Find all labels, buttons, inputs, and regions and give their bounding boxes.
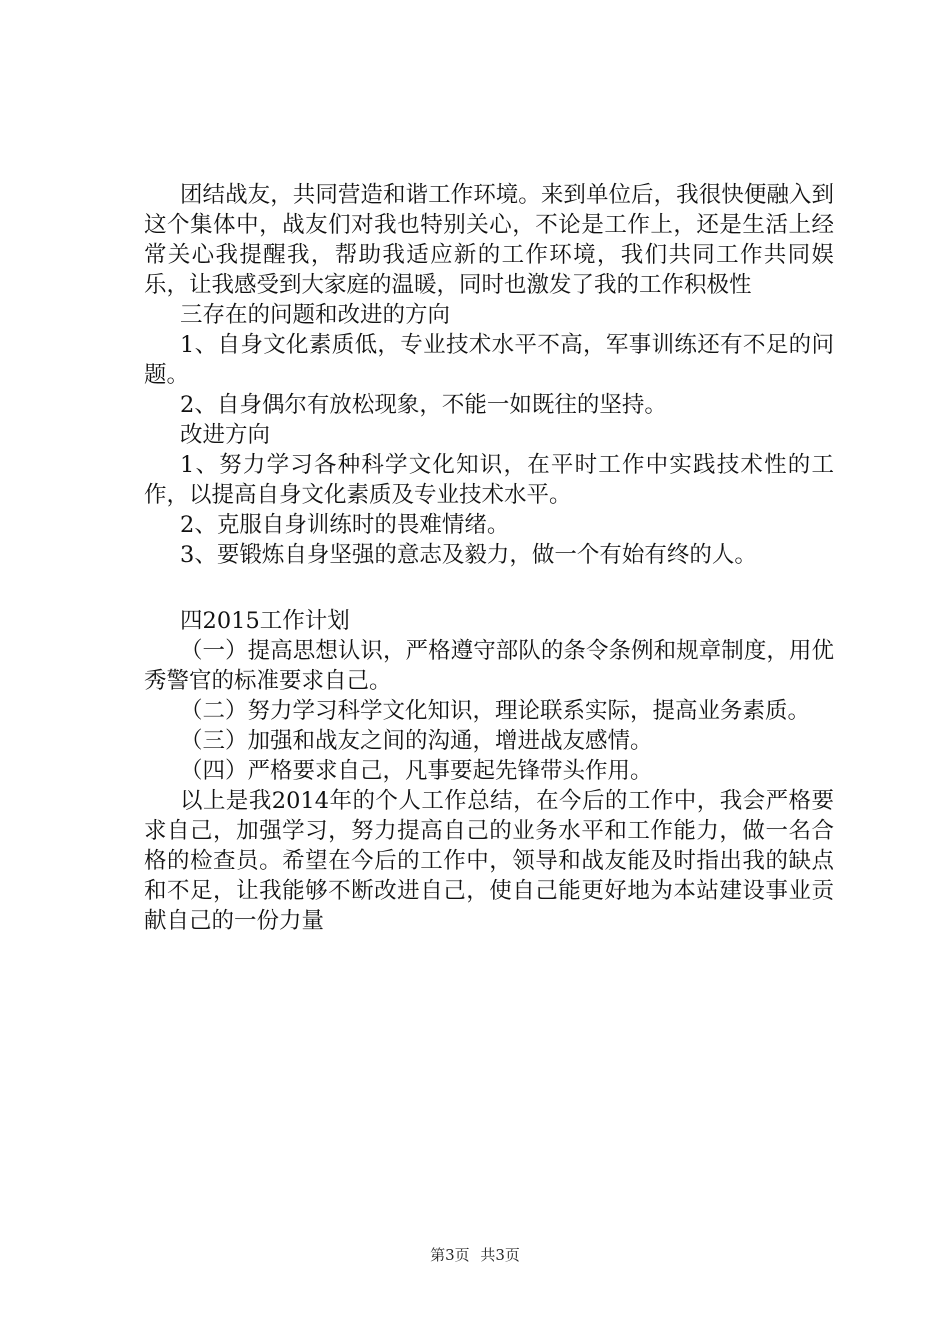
- paragraph-conclusion: 以上是我2014年的个人工作总结，在今后的工作中，我会严格要求自己，加强学习，努力提高自己的业务水平和工作能力，做一名合格的检查员。希望在今后的工作中，领导和战友能及时指出我的缺点和不足，让我能够不断改进自己，使自己能更好地为本站建设事业贡献自己的一份力量: [144, 788, 834, 934]
- plan-item-4: （四）严格要求自己，凡事要起先锋带头作用。: [180, 758, 653, 784]
- plan-item-3: （三）加强和战友之间的沟通，增进战友感情。: [180, 728, 653, 754]
- improvement-item-3: 3、要锻炼自身坚强的意志及毅力，做一个有始有终的人。: [180, 542, 757, 568]
- heading-work-plan: 四2015工作计划: [180, 608, 350, 634]
- document-body: [144, 180, 834, 936]
- problem-item-1: 1、自身文化素质低，专业技术水平不高，军事训练还有不足的问题。: [144, 332, 834, 388]
- page-total: 共3页: [480, 1246, 520, 1264]
- improvement-item-1: 1、努力学习各种科学文化知识，在平时工作中实践技术性的工作，以提高自身文化素质及专业技术水平。: [144, 452, 834, 508]
- plan-item-2: （二）努力学习科学文化知识，理论联系实际，提高业务素质。: [180, 698, 811, 724]
- paragraph-unity: 团结战友，共同营造和谐工作环境。来到单位后，我很快便融入到这个集体中，战友们对我也特别关心，不论是工作上，还是生活上经常关心我提醒我，帮助我适应新的工作环境，我们共同工作共同娱乐，让我感受到大家庭的温暖，同时也激发了我的工作积极性: [144, 182, 834, 298]
- heading-problems: 三存在的问题和改进的方向: [180, 302, 451, 328]
- heading-improvement: 改进方向: [180, 422, 271, 448]
- plan-item-1: （一）提高思想认识，严格遵守部队的条令条例和规章制度，用优秀警官的标准要求自己。: [144, 638, 834, 694]
- improvement-item-2: 2、克服自身训练时的畏难情绪。: [180, 512, 510, 538]
- page-number: 第3页: [430, 1246, 470, 1264]
- page-footer: [0, 1244, 950, 1265]
- paragraph-spacer: [144, 570, 834, 606]
- problem-item-2: 2、自身偶尔有放松现象，不能一如既往的坚持。: [180, 392, 667, 418]
